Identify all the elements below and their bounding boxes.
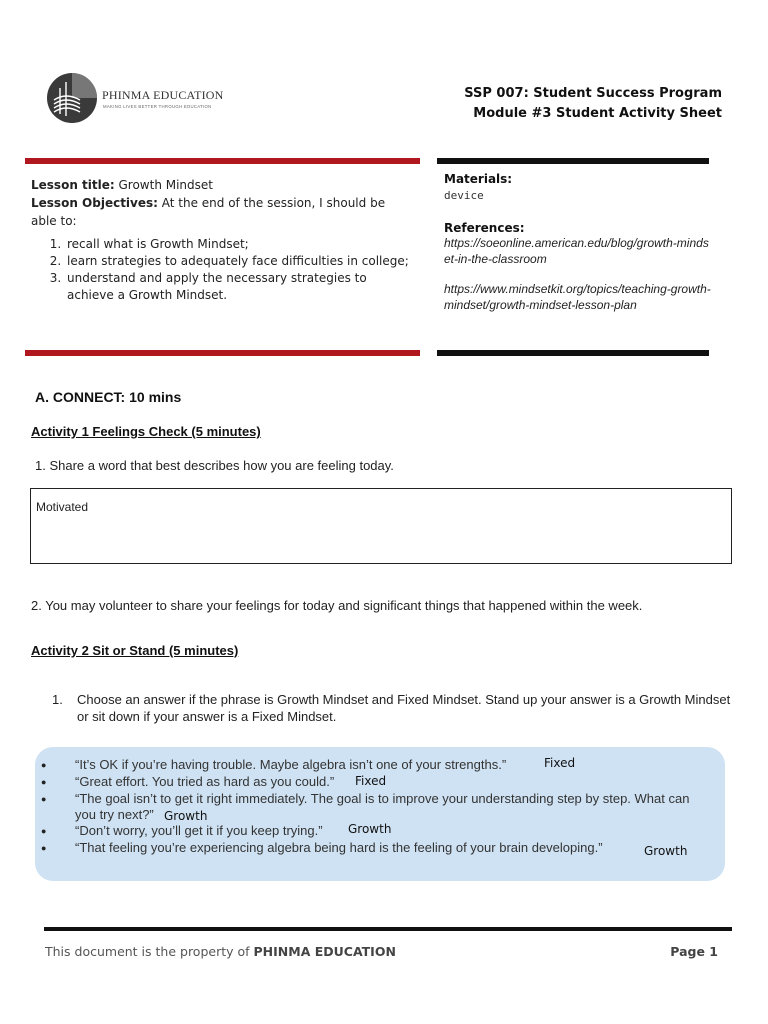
- phrase-answer: Fixed: [355, 774, 387, 788]
- objective-item: 3. understand and apply the necessary strategies to achieve a Growth Mindset.: [65, 270, 411, 304]
- feeling-answer-field[interactable]: [30, 488, 732, 564]
- materials-panel: [444, 172, 714, 313]
- activity1-heading: Activity 1 Feelings Check (5 minutes): [31, 424, 261, 439]
- lesson-title-label: Lesson title:: [31, 178, 115, 192]
- phrase-item: ● “Great effort. You tried as hard as you could.”: [75, 774, 334, 789]
- instruction-text: Choose an answer if the phrase is Growth Mindset and Fixed Mindset. Stand up your answer is a Growth Mindset or sit down if your answer is a Fixed Mindset.: [77, 692, 731, 724]
- org-tagline: MAKING LIVES BETTER THROUGH EDUCATION: [103, 104, 212, 109]
- top-black-divider: [437, 158, 709, 164]
- reference-link[interactable]: https://soeonline.american.edu/blog/growth-mindset-in-the-classroom: [444, 236, 709, 266]
- document-title: SSP 007: Student Success Program: [464, 86, 722, 101]
- page-number: Page 1: [670, 944, 718, 959]
- org-name: PHINMA EDUCATION: [102, 88, 224, 102]
- phrase-item: ● “The goal isn’t to get it right immediately. The goal is to improve your understanding step by step. What can: [75, 791, 689, 806]
- lesson-title-value: Growth Mindset: [114, 178, 213, 192]
- materials-value: device: [444, 189, 484, 202]
- document-subtitle: Module #3 Student Activity Sheet: [473, 106, 722, 121]
- top-red-divider: [25, 158, 420, 164]
- phrases-panel: [35, 747, 725, 881]
- phrase-item-continued: you try next?”: [75, 807, 154, 822]
- objective-item: 2. learn strategies to adequately face difficulties in college;: [65, 253, 411, 270]
- lesson-objectives-label: Lesson Objectives:: [31, 196, 158, 210]
- phrase-item: ● “Don’t worry, you’ll get it if you keep trying.”: [75, 823, 323, 838]
- lesson-objectives-line: [31, 194, 411, 230]
- footer-divider: [44, 927, 732, 931]
- objectives-list: [31, 236, 411, 304]
- phrase-item: ● “It’s OK if you’re having trouble. Maybe algebra isn’t one of your strengths.”: [75, 757, 506, 772]
- footer-property-owner: PHINMA EDUCATION: [253, 944, 396, 959]
- footer-property: [45, 944, 396, 959]
- phrase-answer: Growth: [348, 822, 392, 836]
- section-a-heading: A. CONNECT: 10 mins: [35, 389, 182, 405]
- phrase-answer: Fixed: [544, 756, 576, 770]
- phrase-answer: Growth: [164, 809, 208, 823]
- footer-property-prefix: This document is the property of: [45, 944, 254, 959]
- lesson-info: [31, 176, 411, 304]
- activity1-question1: 1. Share a word that best describes how you are feeling today.: [35, 458, 394, 473]
- reference-link[interactable]: https://www.mindsetkit.org/topics/teaching-growth-mindset/growth-mindset-lesson-plan: [444, 282, 711, 312]
- lesson-objectives-intro: At the end of the session, I should be able to:: [31, 196, 386, 228]
- materials-label: Materials:: [444, 172, 513, 186]
- activity2-instruction: [52, 691, 732, 725]
- phrase-item: ● “That feeling you’re experiencing algebra being hard is the feeling of your brain developing.”: [75, 840, 603, 855]
- logo-emblem-icon: [46, 70, 102, 126]
- phinma-logo: [46, 70, 224, 126]
- bottom-black-divider: [437, 350, 709, 356]
- feeling-answer-value: Motivated: [36, 500, 89, 514]
- bottom-red-divider: [25, 350, 420, 356]
- activity1-question2: 2. You may volunteer to share your feelings for today and significant things that happened within the week.: [31, 598, 643, 613]
- lesson-title-line: [31, 176, 411, 194]
- instruction-number: 1.: [52, 692, 63, 707]
- references-label: References:: [444, 221, 525, 235]
- phrase-answer: Growth: [644, 844, 688, 858]
- activity2-heading: Activity 2 Sit or Stand (5 minutes): [31, 643, 239, 658]
- objective-item: 1. recall what is Growth Mindset;: [65, 236, 411, 253]
